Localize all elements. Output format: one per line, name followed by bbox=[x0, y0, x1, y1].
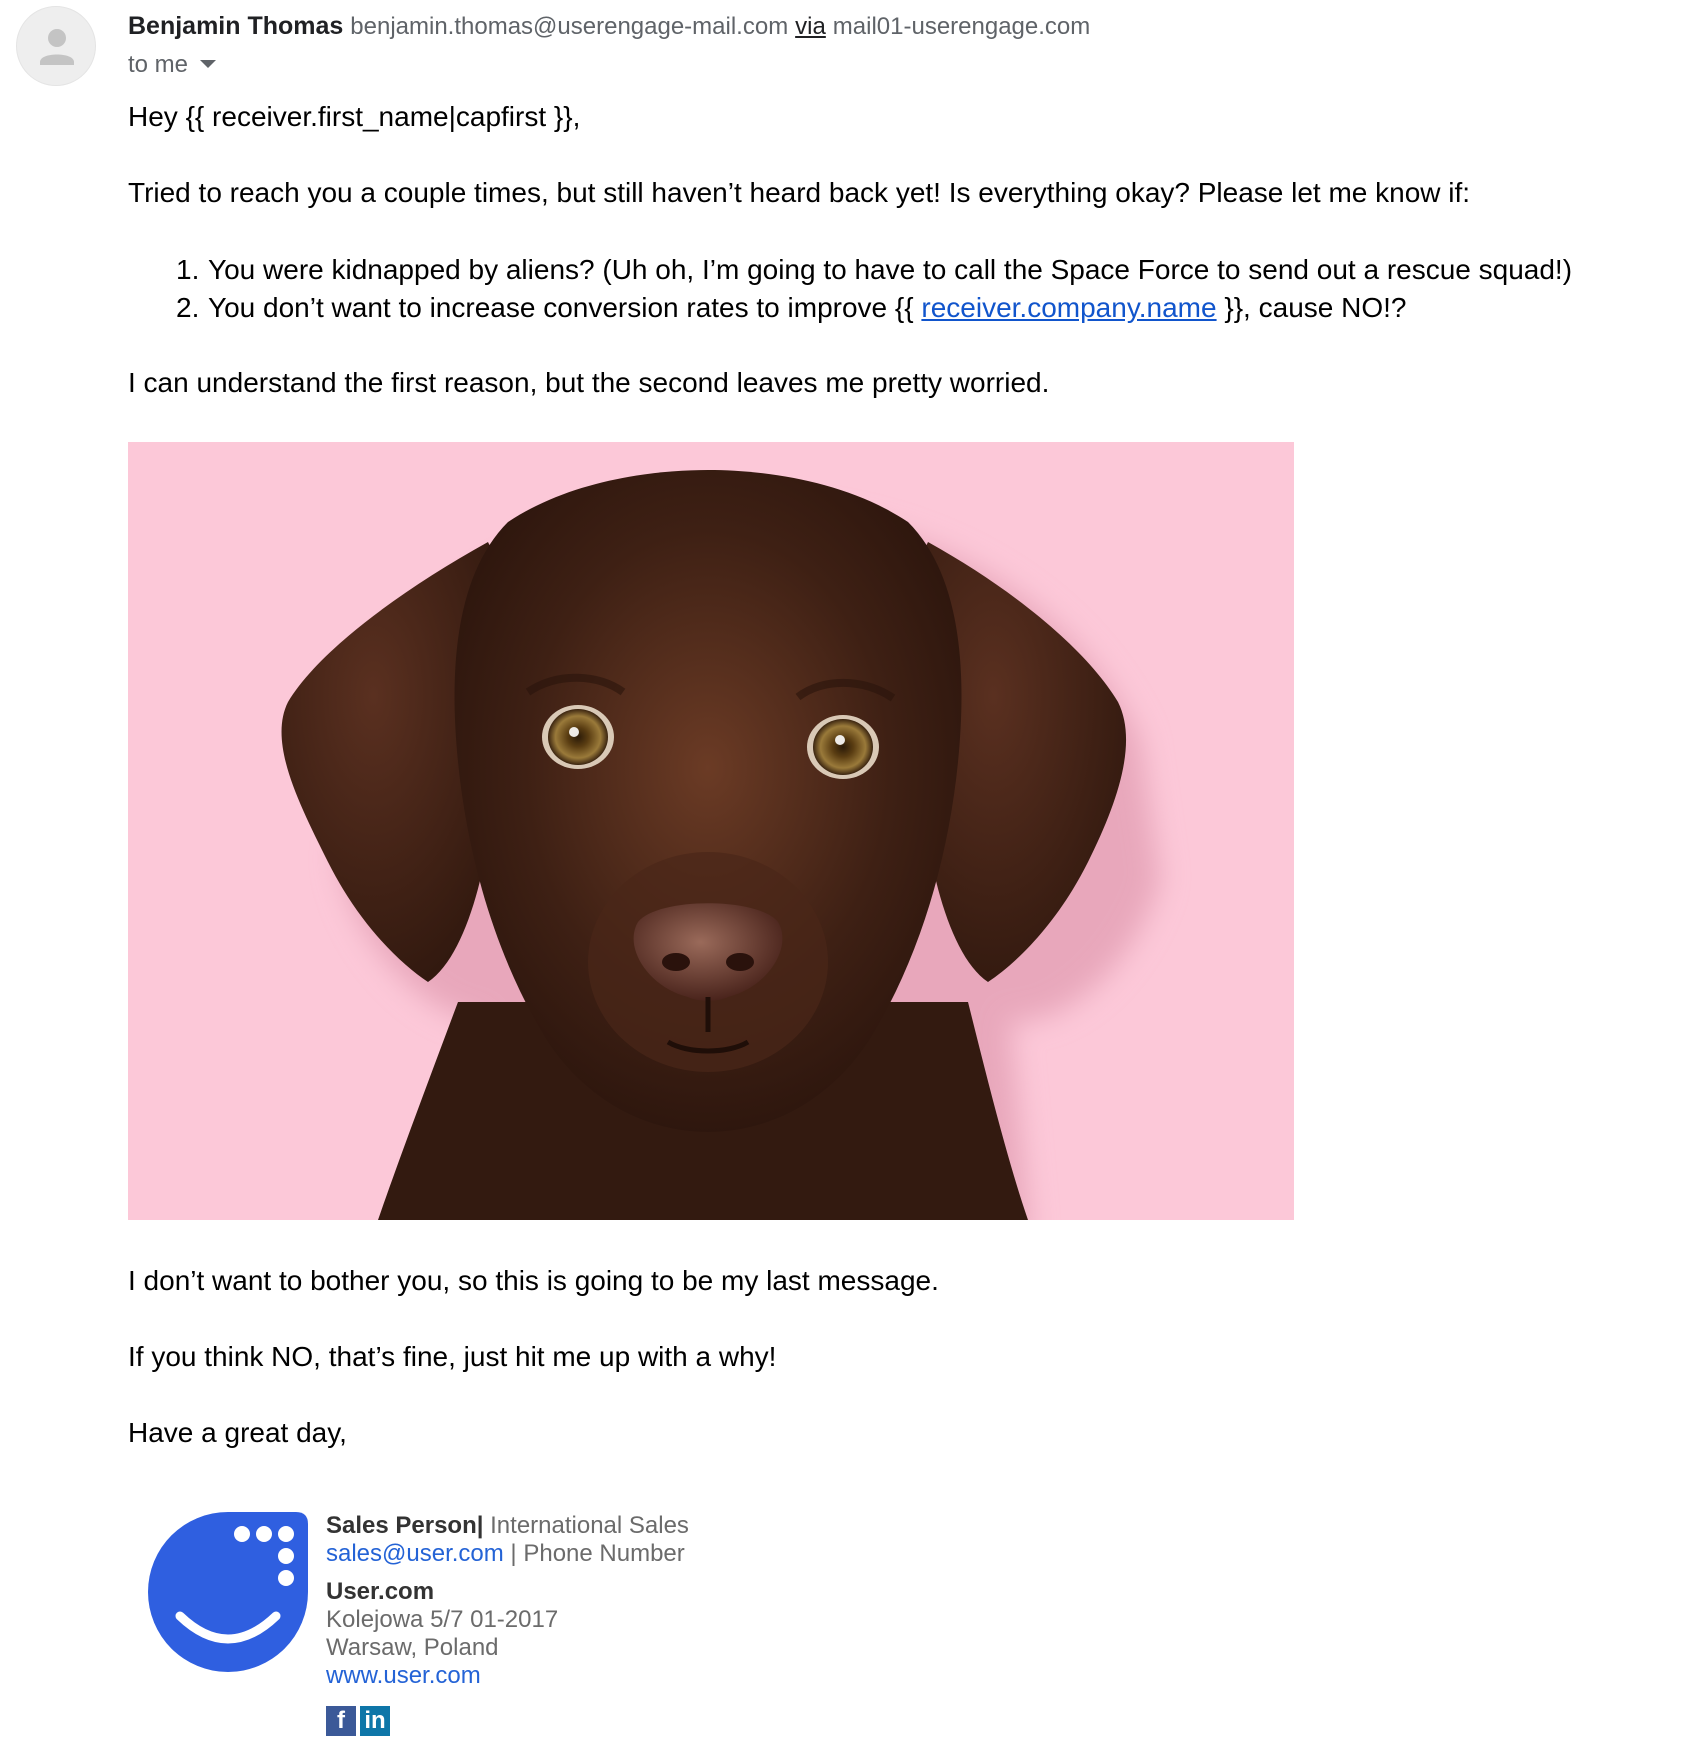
signature-title: International Sales bbox=[483, 1512, 689, 1539]
via-domain: mail01-userengage.com bbox=[832, 13, 1091, 40]
signature-name: Sales Person bbox=[326, 1512, 477, 1539]
list-item-text-before: You don’t want to increase conversion rates to improve {{ bbox=[208, 292, 922, 323]
linkedin-icon[interactable]: in bbox=[360, 1706, 390, 1736]
company-name-link[interactable]: receiver.company.name bbox=[921, 292, 1217, 323]
to-label: to me bbox=[128, 51, 189, 78]
reason-paragraph: I can understand the first reason, but the second leaves me pretty worried. bbox=[128, 367, 1050, 398]
signature-website-link[interactable]: www.user.com bbox=[326, 1662, 481, 1689]
signature-email-link[interactable]: sales@user.com bbox=[326, 1540, 504, 1567]
list-item-text: You were kidnapped by aliens? (Uh oh, I’m going to have to call the Space Force to send out a rescue squad!) bbox=[208, 254, 1573, 285]
no-paragraph: If you think NO, that’s fine, just hit me up with a why! bbox=[128, 1341, 777, 1372]
phone-separator: | bbox=[503, 1540, 524, 1567]
signature-address-line2: Warsaw, Poland bbox=[326, 1634, 499, 1661]
puppy-image bbox=[128, 442, 1294, 1220]
signature-company: User.com bbox=[326, 1578, 435, 1605]
sender-line bbox=[128, 8, 1090, 45]
via-link[interactable]: via bbox=[795, 13, 826, 40]
sender-name[interactable]: Benjamin Thomas bbox=[128, 12, 344, 40]
list-number: 1. bbox=[176, 254, 200, 285]
reasons-list bbox=[128, 251, 1572, 327]
user-com-logo-icon bbox=[148, 1512, 308, 1672]
dropdown-caret-icon[interactable] bbox=[200, 60, 216, 68]
list-item bbox=[128, 251, 1572, 289]
puppy-illustration bbox=[128, 442, 1294, 1220]
intro-paragraph: Tried to reach you a couple times, but still haven’t heard back yet! Is everything okay? Please let me know if: bbox=[128, 177, 1471, 208]
sender-email: benjamin.thomas@userengage-mail.com bbox=[350, 13, 789, 40]
facebook-icon[interactable]: f bbox=[326, 1706, 356, 1736]
bother-paragraph: I don’t want to bother you, so this is going to be my last message. bbox=[128, 1265, 939, 1296]
email-signature bbox=[326, 1512, 689, 1690]
signature-separator: | bbox=[476, 1512, 484, 1539]
signature-address-line1: Kolejowa 5/7 01-2017 bbox=[326, 1606, 559, 1633]
closing-line: Have a great day, bbox=[128, 1417, 347, 1448]
signature-phone: Phone Number bbox=[523, 1540, 685, 1567]
avatar-placeholder-icon bbox=[17, 7, 97, 87]
list-item bbox=[128, 289, 1572, 327]
greeting: Hey {{ receiver.first_name|capfirst }}, bbox=[128, 101, 581, 132]
sender-avatar[interactable] bbox=[16, 6, 96, 86]
social-links bbox=[326, 1706, 390, 1736]
list-number: 2. bbox=[176, 292, 200, 323]
recipient-details-toggle[interactable] bbox=[128, 48, 216, 82]
list-item-text-after: }}, cause NO!? bbox=[1216, 292, 1407, 323]
